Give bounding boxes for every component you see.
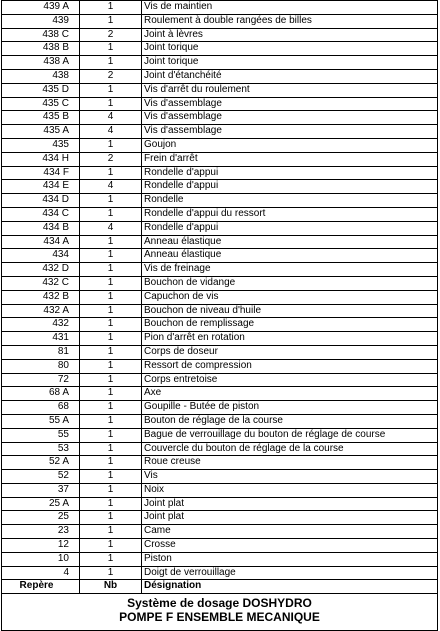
row-designation: Joint plat xyxy=(142,511,438,525)
row-designation: Anneau élastique xyxy=(142,235,438,249)
row-designation: Anneau élastique xyxy=(142,249,438,263)
row-repere: 25 A xyxy=(2,497,80,511)
row-repere: 434 C xyxy=(2,207,80,221)
row-designation: Bague de verrouillage du bouton de réglage de course xyxy=(142,428,438,442)
row-nb: 2 xyxy=(80,152,142,166)
row-repere: 434 A xyxy=(2,235,80,249)
row-repere: 434 xyxy=(2,249,80,263)
row-repere: 431 xyxy=(2,332,80,346)
row-designation: Doigt de verrouillage xyxy=(142,566,438,580)
row-nb: 1 xyxy=(80,387,142,401)
table-row xyxy=(2,525,438,539)
title-line-1: Système de dosage DOSHYDRO xyxy=(127,596,312,611)
row-designation: Corps entretoise xyxy=(142,373,438,387)
row-nb: 4 xyxy=(80,125,142,139)
row-nb: 1 xyxy=(80,249,142,263)
table-row xyxy=(2,194,438,208)
table-row xyxy=(2,83,438,97)
table-row xyxy=(2,387,438,401)
row-nb: 1 xyxy=(80,290,142,304)
row-designation: Vis d'assemblage xyxy=(142,97,438,111)
row-nb: 4 xyxy=(80,221,142,235)
row-designation: Bouchon de vidange xyxy=(142,276,438,290)
row-designation: Piston xyxy=(142,552,438,566)
row-nb: 1 xyxy=(80,401,142,415)
row-nb: 1 xyxy=(80,207,142,221)
row-repere: 434 F xyxy=(2,166,80,180)
row-repere: 435 xyxy=(2,138,80,152)
table-row xyxy=(2,456,438,470)
row-nb: 1 xyxy=(80,42,142,56)
row-repere: 434 E xyxy=(2,180,80,194)
row-nb: 1 xyxy=(80,483,142,497)
row-nb: 1 xyxy=(80,428,142,442)
row-nb: 1 xyxy=(80,345,142,359)
row-repere: 68 A xyxy=(2,387,80,401)
row-designation: Vis xyxy=(142,470,438,484)
table-row xyxy=(2,566,438,580)
row-designation: Joint d'étanchéité xyxy=(142,69,438,83)
table-row xyxy=(2,1,438,15)
row-designation: Vis de maintien xyxy=(142,1,438,15)
row-nb: 1 xyxy=(80,56,142,70)
row-repere: 435 C xyxy=(2,97,80,111)
row-nb: 2 xyxy=(80,69,142,83)
row-designation: Capuchon de vis xyxy=(142,290,438,304)
row-repere: 432 C xyxy=(2,276,80,290)
header-nb: Nb xyxy=(80,580,142,594)
row-repere: 438 xyxy=(2,69,80,83)
row-designation: Bouton de réglage de la course xyxy=(142,414,438,428)
row-repere: 37 xyxy=(2,483,80,497)
table-row xyxy=(2,414,438,428)
row-repere: 432 A xyxy=(2,304,80,318)
parts-table-body xyxy=(2,1,438,580)
row-designation: Joint plat xyxy=(142,497,438,511)
row-nb: 1 xyxy=(80,97,142,111)
table-row xyxy=(2,235,438,249)
table-row xyxy=(2,373,438,387)
row-nb: 1 xyxy=(80,194,142,208)
row-nb: 1 xyxy=(80,539,142,553)
row-repere: 4 xyxy=(2,566,80,580)
table-row xyxy=(2,345,438,359)
table-row xyxy=(2,552,438,566)
table-row xyxy=(2,318,438,332)
row-nb: 1 xyxy=(80,138,142,152)
row-designation: Bouchon de remplissage xyxy=(142,318,438,332)
table-header-row xyxy=(2,580,438,594)
row-repere: 435 A xyxy=(2,125,80,139)
table-row xyxy=(2,166,438,180)
row-repere: 81 xyxy=(2,345,80,359)
row-repere: 434 B xyxy=(2,221,80,235)
table-row xyxy=(2,97,438,111)
header-designation: Désignation xyxy=(142,580,438,594)
parts-list-sheet xyxy=(1,0,438,631)
row-nb: 1 xyxy=(80,359,142,373)
table-row xyxy=(2,497,438,511)
row-designation: Goujon xyxy=(142,138,438,152)
row-repere: 438 C xyxy=(2,28,80,42)
row-designation: Crosse xyxy=(142,539,438,553)
row-repere: 434 D xyxy=(2,194,80,208)
table-row xyxy=(2,428,438,442)
row-designation: Goupille - Butée de piston xyxy=(142,401,438,415)
row-repere: 10 xyxy=(2,552,80,566)
table-row xyxy=(2,483,438,497)
row-nb: 1 xyxy=(80,414,142,428)
table-row xyxy=(2,180,438,194)
table-row xyxy=(2,539,438,553)
table-row xyxy=(2,152,438,166)
table-row xyxy=(2,276,438,290)
table-row xyxy=(2,221,438,235)
table-row xyxy=(2,207,438,221)
row-designation: Couvercle du bouton de réglage de la course xyxy=(142,442,438,456)
row-designation: Vis d'arrêt du roulement xyxy=(142,83,438,97)
table-row xyxy=(2,42,438,56)
table-row xyxy=(2,470,438,484)
row-nb: 1 xyxy=(80,304,142,318)
table-row xyxy=(2,249,438,263)
row-nb: 1 xyxy=(80,276,142,290)
row-designation: Vis d'assemblage xyxy=(142,111,438,125)
table-row xyxy=(2,442,438,456)
table-row xyxy=(2,69,438,83)
row-designation: Ressort de compression xyxy=(142,359,438,373)
table-row xyxy=(2,304,438,318)
table-row xyxy=(2,138,438,152)
row-nb: 1 xyxy=(80,511,142,525)
row-designation: Rondelle d'appui xyxy=(142,166,438,180)
table-row xyxy=(2,263,438,277)
row-repere: 438 B xyxy=(2,42,80,56)
row-repere: 25 xyxy=(2,511,80,525)
row-nb: 1 xyxy=(80,373,142,387)
row-designation: Pion d'arrêt en rotation xyxy=(142,332,438,346)
row-designation: Joint torique xyxy=(142,42,438,56)
row-designation: Vis de freinage xyxy=(142,263,438,277)
row-repere: 55 A xyxy=(2,414,80,428)
row-repere: 12 xyxy=(2,539,80,553)
row-repere: 53 xyxy=(2,442,80,456)
row-nb: 1 xyxy=(80,263,142,277)
title-line-2: POMPE F ENSEMBLE MECANIQUE xyxy=(119,610,320,625)
row-nb: 1 xyxy=(80,318,142,332)
row-designation: Rondelle d'appui xyxy=(142,180,438,194)
row-nb: 1 xyxy=(80,497,142,511)
row-nb: 1 xyxy=(80,235,142,249)
table-row xyxy=(2,14,438,28)
header-repere: Repère xyxy=(2,580,80,594)
row-nb: 1 xyxy=(80,525,142,539)
row-repere: 68 xyxy=(2,401,80,415)
row-designation: Noix xyxy=(142,483,438,497)
parts-table xyxy=(1,0,438,594)
row-repere: 432 D xyxy=(2,263,80,277)
table-row xyxy=(2,359,438,373)
row-designation: Vis d'assemblage xyxy=(142,125,438,139)
row-repere: 439 A xyxy=(2,1,80,15)
table-row xyxy=(2,28,438,42)
row-repere: 432 B xyxy=(2,290,80,304)
table-row xyxy=(2,56,438,70)
row-designation: Bouchon de niveau d'huile xyxy=(142,304,438,318)
row-repere: 438 A xyxy=(2,56,80,70)
row-repere: 434 H xyxy=(2,152,80,166)
row-nb: 1 xyxy=(80,332,142,346)
row-designation: Axe xyxy=(142,387,438,401)
row-nb: 1 xyxy=(80,552,142,566)
row-designation: Roulement à double rangées de billes xyxy=(142,14,438,28)
row-designation: Came xyxy=(142,525,438,539)
table-row xyxy=(2,511,438,525)
row-repere: 432 xyxy=(2,318,80,332)
row-nb: 1 xyxy=(80,442,142,456)
title-block xyxy=(1,594,438,631)
row-repere: 435 D xyxy=(2,83,80,97)
row-designation: Joint torique xyxy=(142,56,438,70)
table-row xyxy=(2,125,438,139)
row-nb: 1 xyxy=(80,566,142,580)
table-row xyxy=(2,401,438,415)
row-nb: 4 xyxy=(80,180,142,194)
row-nb: 1 xyxy=(80,14,142,28)
row-repere: 23 xyxy=(2,525,80,539)
row-repere: 52 xyxy=(2,470,80,484)
row-repere: 52 A xyxy=(2,456,80,470)
row-nb: 1 xyxy=(80,83,142,97)
row-designation: Joint à lèvres xyxy=(142,28,438,42)
row-nb: 1 xyxy=(80,470,142,484)
row-nb: 1 xyxy=(80,456,142,470)
row-repere: 80 xyxy=(2,359,80,373)
row-repere: 72 xyxy=(2,373,80,387)
row-nb: 1 xyxy=(80,166,142,180)
table-row xyxy=(2,111,438,125)
row-repere: 435 B xyxy=(2,111,80,125)
row-designation: Rondelle d'appui du ressort xyxy=(142,207,438,221)
table-row xyxy=(2,290,438,304)
row-nb: 1 xyxy=(80,1,142,15)
row-repere: 55 xyxy=(2,428,80,442)
row-nb: 2 xyxy=(80,28,142,42)
row-designation: Rondelle xyxy=(142,194,438,208)
row-designation: Corps de doseur xyxy=(142,345,438,359)
row-repere: 439 xyxy=(2,14,80,28)
row-designation: Frein d'arrêt xyxy=(142,152,438,166)
row-nb: 4 xyxy=(80,111,142,125)
row-designation: Roue creuse xyxy=(142,456,438,470)
table-row xyxy=(2,332,438,346)
row-designation: Rondelle d'appui xyxy=(142,221,438,235)
